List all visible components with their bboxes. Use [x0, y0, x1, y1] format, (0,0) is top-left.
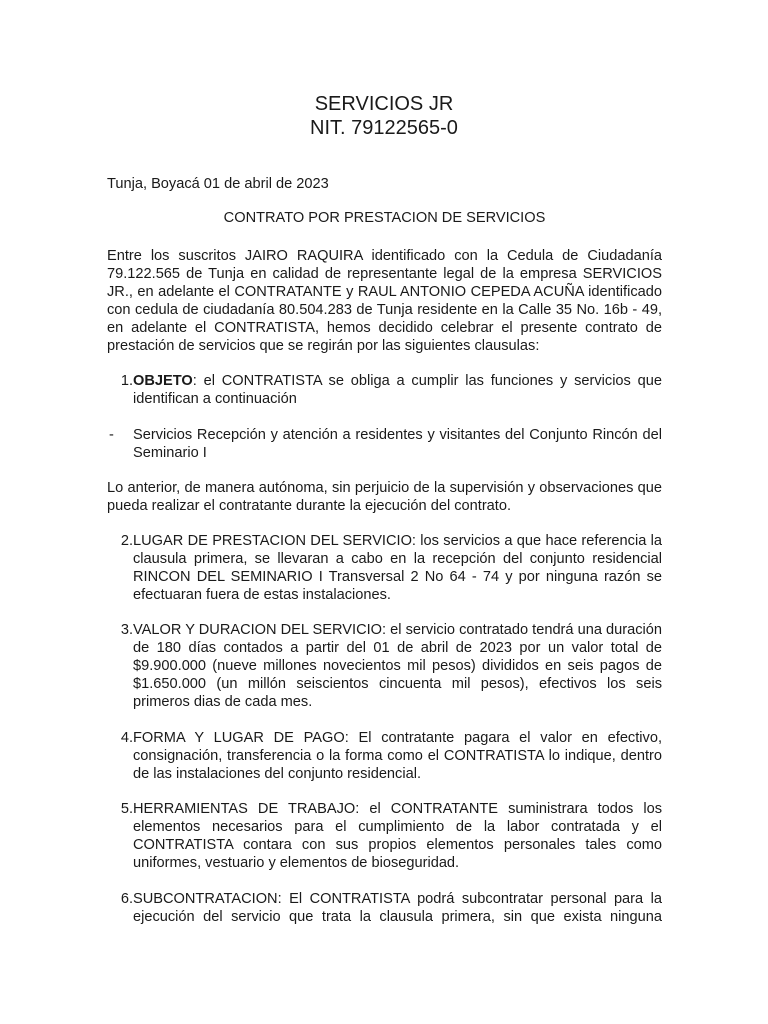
- clause-text: VALOR Y DURACION DEL SERVICIO: el servicio contratado tendrá una duración de 180 días contados a partir del 01 de abril de 2023 por un valor total de $9.900.000 (nueve millones novecientos mil pesos) divididos en seis pagos de $1.650.000 (un millón seiscientos cincuenta mil pesos), efectivos los seis primeros dias de cada mes.: [133, 622, 662, 710]
- clause-number: 1.: [120, 373, 133, 389]
- service-text: Servicios Recepción y atención a residentes y visitantes del Conjunto Rincón del Seminario I: [133, 427, 662, 461]
- company-name: SERVICIOS JR: [314, 93, 454, 115]
- clause-number: 6.: [120, 891, 133, 907]
- contract-title: CONTRATO POR PRESTACION DE SERVICIOS: [223, 210, 546, 226]
- clause-text: HERRAMIENTAS DE TRABAJO: el CONTRATANTE suministrara todos los elementos necesarios para el cumplimiento de la labor contratada y el CONTRATISTA contara con sus propios elementos personales tales como uniformes, vestuario y elementos de bioseguridad.: [133, 801, 662, 871]
- clause-objeto: [107, 372, 662, 408]
- clause-text: LUGAR DE PRESTACION DEL SERVICIO: los servicios a que hace referencia la clausula primera, se llevaran a cabo en la recepción del conjunto residencial RINCON DEL SEMINARIO I Transversal 2 No 64 - 74 y por ninguna razón se efectuaran fuera de estas instalaciones.: [133, 533, 662, 603]
- clause-body: [133, 372, 662, 408]
- clause-number: 5.: [120, 801, 133, 817]
- clause-number: 2.: [120, 533, 133, 549]
- service-list-item: [107, 426, 662, 462]
- clause-herramientas: [107, 800, 662, 872]
- clause-text: FORMA Y LUGAR DE PAGO: El contratante pagara el valor en efectivo, consignación, transferencia o la forma como el CONTRATISTA lo indique, dentro de las instalaciones del conjunto residencial.: [133, 730, 662, 782]
- clause-number: 4.: [120, 730, 133, 746]
- clause-text: SUBCONTRATACION: El CONTRATISTA podrá subcontratar personal para la ejecución del servicio que trata la clausula primera, sin que exista ninguna: [133, 891, 662, 925]
- note-paragraph: Lo anterior, de manera autónoma, sin perjuicio de la supervisión y observaciones que pueda realizar el contratante durante la ejecución del contrato.: [107, 480, 662, 514]
- place-date: Tunja, Boyacá 01 de abril de 2023: [107, 176, 329, 192]
- letterhead: [0, 92, 768, 140]
- company-nit: NIT. 79122565-0: [310, 117, 458, 139]
- clause-text: : el CONTRATISTA se obliga a cumplir las funciones y servicios que identifican a continuación: [133, 373, 662, 407]
- clause-subcontratacion: [107, 890, 662, 926]
- intro-paragraph: Entre los suscritos JAIRO RAQUIRA identificado con la Cedula de Ciudadanía 79.122.565 de Tunja en calidad de representante legal de la empresa SERVICIOS JR., en adelante el CONTRATANTE y RAUL ANTONIO CEPEDA ACUÑA identificado con cedula de ciudadanía 80.504.283 de Tunja residente en la Calle 35 No. 16b - 49, en adelante el CONTRATISTA, hemos decidido celebrar el presente contrato de prestación de servicios que se regirán por las siguientes clausulas:: [107, 248, 662, 354]
- clause-valor: [107, 621, 662, 711]
- bullet-dash: -: [109, 427, 114, 443]
- clause-forma-pago: [107, 729, 662, 783]
- clause-number: 3.: [120, 622, 133, 638]
- clause-label: OBJETO: [133, 373, 193, 389]
- clause-lugar: [107, 532, 662, 604]
